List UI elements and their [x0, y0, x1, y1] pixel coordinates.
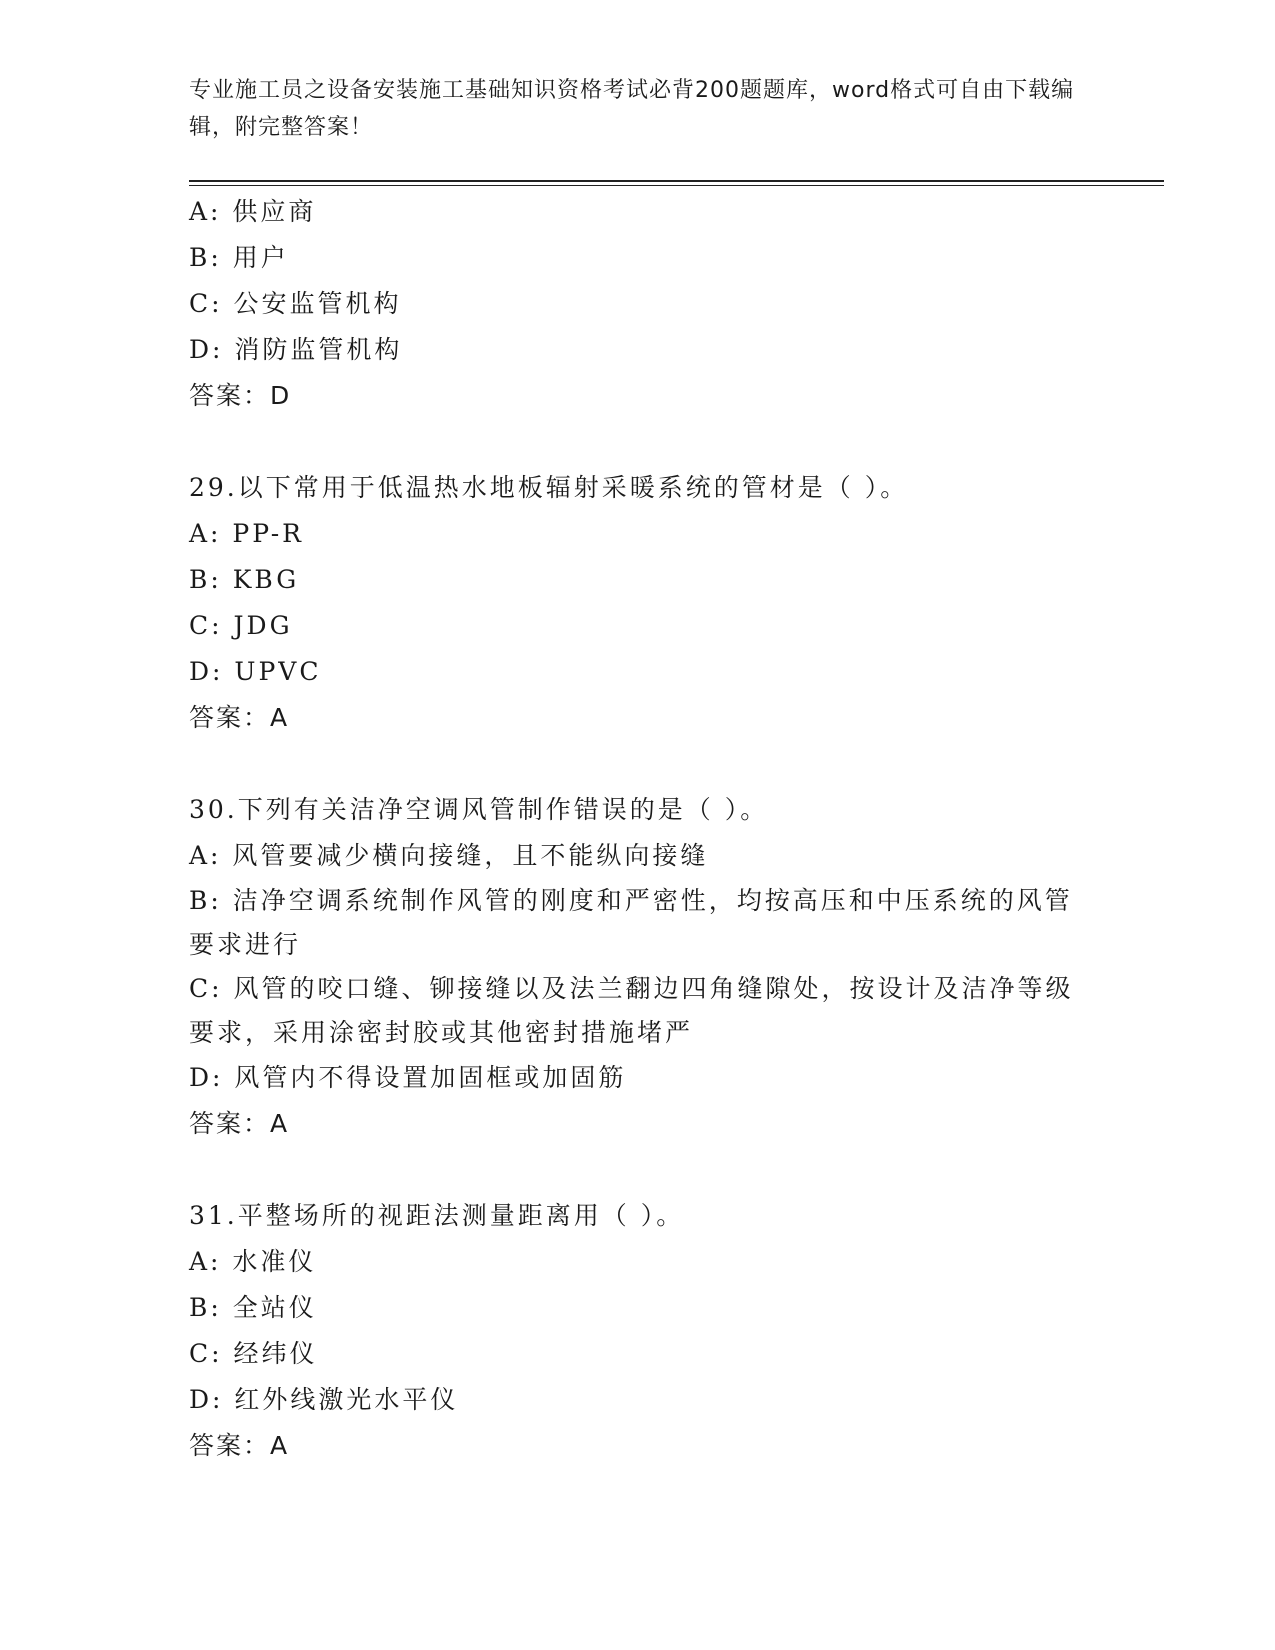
- option-c: C: 风管的咬口缝、铆接缝以及法兰翻边四角缝隙处，按设计及洁净等级要求，采用涂密封胶或其他密封措施堵严: [189, 974, 1074, 1047]
- spacer: [189, 741, 1089, 787]
- option-d: D: 红外线激光水平仪: [189, 1385, 459, 1414]
- option-c: C: JDG: [189, 611, 293, 640]
- question-block-28: [189, 189, 1089, 419]
- question-text: 30.下列有关洁净空调风管制作错误的是（ ）。: [189, 795, 769, 824]
- header-rule-thick: [189, 180, 1164, 182]
- answer: 答案：A: [189, 1109, 290, 1138]
- option-d: D: 消防监管机构: [189, 335, 403, 364]
- option-a: A: 风管要减少横向接缝，且不能纵向接缝: [189, 841, 709, 870]
- answer: 答案：D: [189, 381, 292, 410]
- option-d: D: UPVC: [189, 657, 322, 686]
- option-b: B: KBG: [189, 565, 300, 594]
- option-a: A: 供应商: [189, 197, 317, 226]
- option-b: B: 用户: [189, 243, 289, 272]
- option-d: D: 风管内不得设置加固框或加固筋: [189, 1063, 627, 1092]
- question-block-31: [189, 1193, 1089, 1469]
- option-b: B: 全站仪: [189, 1293, 317, 1322]
- option-a: A: PP-R: [189, 519, 304, 548]
- answer: 答案：A: [189, 1431, 290, 1460]
- header-rule-thin: [189, 185, 1164, 186]
- answer: 答案：A: [189, 703, 290, 732]
- question-list: [189, 189, 1089, 1469]
- option-b: B: 洁净空调系统制作风管的刚度和严密性，均按高压和中压系统的风管要求进行: [189, 886, 1073, 959]
- option-a: A: 水准仪: [189, 1247, 317, 1276]
- question-text: 31.平整场所的视距法测量距离用（ ）。: [189, 1201, 685, 1230]
- option-c: C: 公安监管机构: [189, 289, 402, 318]
- spacer: [189, 419, 1089, 465]
- option-c: C: 经纬仪: [189, 1339, 318, 1368]
- spacer: [189, 1147, 1089, 1193]
- question-block-29: [189, 465, 1089, 741]
- document-header: 专业施工员之设备安装施工基础知识资格考试必背200题题库，word格式可自由下载编辑，附完整答案！: [189, 78, 1075, 140]
- question-text: 29.以下常用于低温热水地板辐射采暖系统的管材是（ ）。: [189, 473, 909, 502]
- question-block-30: [189, 787, 1089, 1147]
